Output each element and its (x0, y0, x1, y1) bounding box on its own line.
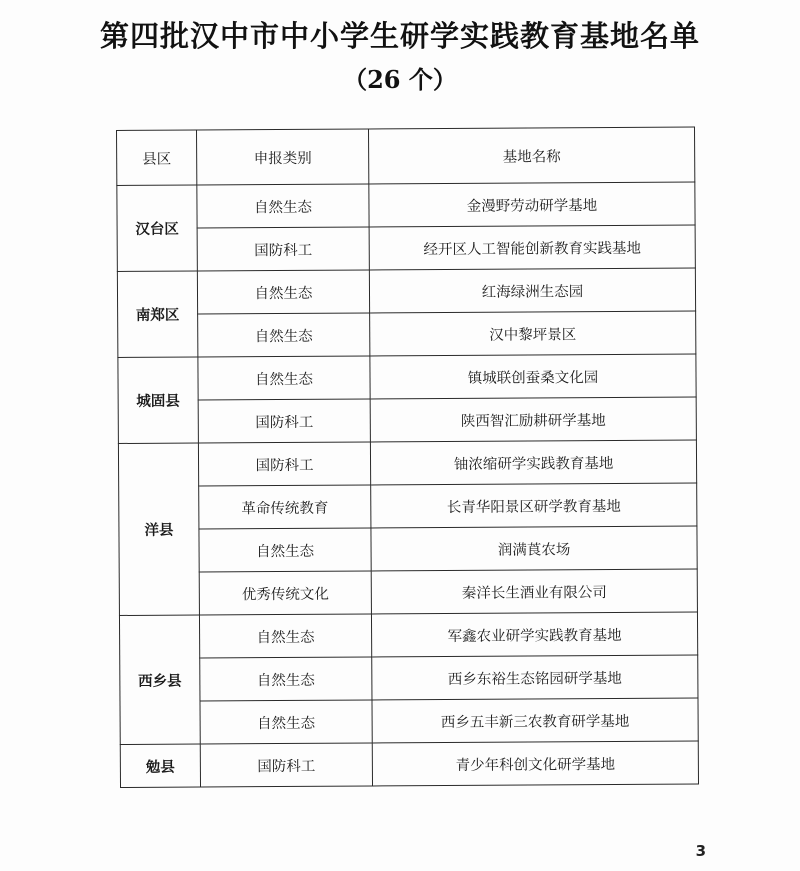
base-name-cell: 秦洋长生酒业有限公司 (371, 569, 697, 614)
category-cell: 国防科工 (198, 442, 370, 486)
table-row (120, 698, 698, 745)
base-list-table (116, 126, 699, 788)
table-row (120, 741, 698, 788)
base-name-cell: 汉中黎坪景区 (370, 311, 696, 356)
category-cell: 自然生态 (198, 356, 370, 400)
table-row (119, 483, 697, 530)
category-cell: 自然生态 (200, 700, 372, 744)
header-category: 申报类别 (197, 129, 369, 185)
category-cell: 优秀传统文化 (199, 571, 371, 615)
category-cell: 自然生态 (198, 313, 370, 357)
base-name-cell: 红海绿洲生态园 (369, 268, 695, 313)
base-name-cell: 西乡五丰新三农教育研学基地 (372, 698, 698, 743)
document-subtitle: （26 个） (343, 65, 457, 94)
category-cell: 自然生态 (197, 184, 369, 228)
table-body (117, 182, 699, 788)
base-name-cell: 经开区人工智能创新教育实践基地 (369, 225, 695, 270)
base-name-cell: 铀浓缩研学实践教育基地 (370, 440, 696, 485)
table-row (118, 354, 696, 401)
base-name-cell: 陕西智汇励耕研学基地 (370, 397, 696, 442)
table-row (118, 440, 696, 487)
category-cell: 国防科工 (197, 227, 369, 271)
base-name-cell: 长青华阳景区研学教育基地 (371, 483, 697, 528)
category-cell: 革命传统教育 (199, 485, 371, 529)
county-cell: 西乡县 (119, 615, 200, 744)
table-row (119, 569, 697, 616)
category-cell: 自然生态 (197, 270, 369, 314)
base-name-cell: 金漫野劳动研学基地 (369, 182, 695, 227)
table-row (117, 182, 695, 229)
base-list-table-container (116, 126, 698, 788)
county-cell: 勉县 (120, 744, 200, 787)
base-name-cell: 西乡东裕生态铭园研学基地 (372, 655, 698, 700)
category-cell: 国防科工 (200, 743, 372, 787)
base-name-cell: 润满莨农场 (371, 526, 697, 571)
table-row (119, 612, 697, 659)
table-row (119, 526, 697, 573)
table-row (118, 397, 696, 444)
county-cell: 汉台区 (117, 185, 198, 271)
header-base-name: 基地名称 (368, 127, 694, 184)
category-cell: 自然生态 (199, 528, 371, 572)
page-number: 3 (695, 842, 706, 860)
table-row (118, 311, 696, 358)
table-row (117, 225, 695, 272)
base-name-cell: 青少年科创文化研学基地 (372, 741, 698, 786)
category-cell: 国防科工 (198, 399, 370, 443)
category-cell: 自然生态 (200, 657, 372, 701)
table-row (117, 268, 695, 315)
table-row (120, 655, 698, 702)
base-name-cell: 镇城联创蚕桑文化园 (370, 354, 696, 399)
header-county: 县区 (117, 130, 197, 185)
county-cell: 城固县 (118, 357, 199, 443)
category-cell: 自然生态 (199, 614, 371, 658)
base-name-cell: 军鑫农业研学实践教育基地 (371, 612, 697, 657)
table-header-row (117, 127, 695, 186)
county-cell: 洋县 (118, 443, 199, 615)
county-cell: 南郑区 (117, 271, 198, 357)
document-title: 第四批汉中市中小学生研学实践教育基地名单 (99, 19, 700, 53)
